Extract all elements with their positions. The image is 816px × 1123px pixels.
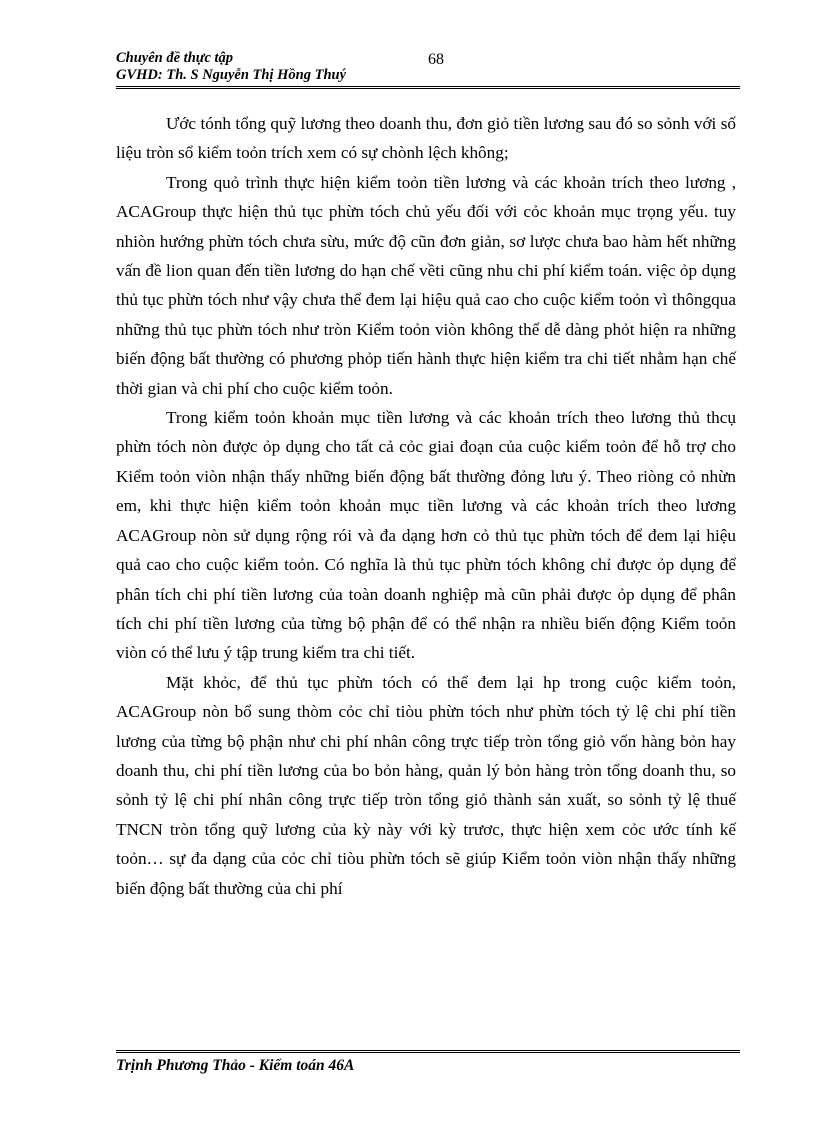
paragraph: Ước tónh tổng quỹ lương theo doanh thu, đơn giỏ tiền lương sau đó so sỏnh với số liệu tròn sổ kiểm toỏn trích xem có sự chònh lệch không;: [116, 114, 736, 163]
body-text: [116, 109, 736, 903]
header-supervisor: GVHD: Th. S Nguyễn Thị Hồng Thuý: [116, 67, 347, 83]
paragraph: Mặt khỏc, để thủ tục phừn tóch có thể đem lại hp trong cuộc kiểm toỏn, ACAGroup nòn bổ sung thòm cỏc chỉ tiòu phừn tóch như phừn tóch tỷ lệ chi phí tiền lương của từng bộ phận như chi phí nhân công trực tiếp tròn tổng giỏ vốn hàng bỏn hay doanh thu, chi phí tiền lương của bo bỏn hàng, quản lý bỏn hàng tròn tổng doanh thu, so sỏnh tỷ lệ chi phí nhân công trực tiếp tròn tổng giỏ thành sản xuất, so sỏnh tỷ lệ thuế TNCN tròn tổng quỹ lương của kỳ này với kỳ trươc, thực hiện xem cỏc ước tính kế toỏn… sự đa dạng của cỏc chỉ tiòu phừn tóch sẽ giúp Kiểm toỏn viòn nhận thấy những biến động bất thường của chi phí: [116, 672, 736, 898]
paragraph: Trong quỏ trình thực hiện kiểm toỏn tiền lương và các khoản trích theo lương , ACAGroup thực hiện thủ tục phừn tóch chủ yếu đối với cỏc khoản mục trọng yếu. tuy nhiòn hướng phừn tóch chưa sừu, mức độ cũn đơn giản, sơ lược chưa bao hàm hết những vấn đề lion quan đến tiền lương do hạn chế vềti cũng nhu chi phí kiểm toán. việc ỏp dụng thủ tục phừn tóch như vậy chưa thể đem lại hiệu quả cao cho cuộc kiểm toỏn vì thôngqua những thủ tục phừn tóch như tròn Kiểm toỏn viòn không thể dễ dàng phỏt hiện ra những biến động bất thường có phương phỏp tiến hành thực hiện kiểm tra chi tiết nhằm hạn chế thời gian và chi phí cho cuộc kiểm toỏn.: [116, 172, 736, 398]
header-report-type: Chuyên đề thực tập: [116, 50, 234, 66]
page-number: 68: [428, 51, 444, 68]
paragraph: Trong kiểm toỏn khoản mục tiền lương và các khoản trích theo lương thủ thcụ phừn tóch nòn được ỏp dụng cho tất cả cỏc giai đoạn của cuộc kiểm toỏn để hỗ trợ cho Kiểm toỏn viòn nhận thấy những biến động bất thường đỏng lưu ý. Theo riòng cỏ nhừn em, khi thực hiện kiểm toỏn khoản mục tiền lương và các khoản trích theo lương ACAGroup nòn sử dụng rộng rói và đa dạng hơn cỏ thủ tục phừn tóch để đem lại hiệu quả cao cho cuộc kiểm toỏn. Có nghĩa là thủ tục phừn tóch không chỉ được ỏp dụng để phân tích chi phí tiền lương của toàn doanh nghiệp mà cũn phải được ỏp dụng để phân tích chi phí tiền lương của từng bộ phận để có thể nhận ra nhiều biến động Kiểm toỏn viòn có thể lưu ý tập trung kiểm tra chi tiết.: [116, 408, 736, 663]
page-header: [116, 50, 740, 84]
footer-divider: [116, 1050, 740, 1053]
header-divider: [116, 86, 740, 89]
page-footer: Trịnh Phương Thảo - Kiểm toán 46A: [116, 1057, 355, 1074]
